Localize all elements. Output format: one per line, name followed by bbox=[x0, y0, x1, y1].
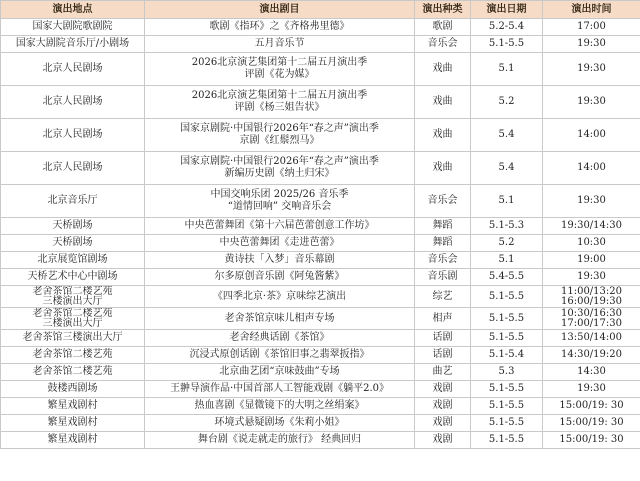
header-type: 演出种类 bbox=[415, 1, 471, 19]
program-cell: 王翀导演作品·中国首部人工智能戏剧《躺平2.0》 bbox=[145, 381, 415, 398]
type-cell: 音乐会 bbox=[415, 185, 471, 218]
date-cell: 5.1-5.5 bbox=[471, 398, 543, 415]
type-cell: 戏剧 bbox=[415, 398, 471, 415]
table-row bbox=[1, 364, 640, 381]
time-cell: 19:30 bbox=[543, 53, 640, 86]
time-cell: 17:00 bbox=[543, 19, 640, 36]
venue-cell: 天桥艺术中心中剧场 bbox=[1, 269, 145, 286]
header-venue: 演出地点 bbox=[1, 1, 145, 19]
header-program: 演出剧目 bbox=[145, 1, 415, 19]
type-cell: 音乐会 bbox=[415, 36, 471, 53]
program-cell: 2026北京演艺集团第十二届五月演出季 评剧《花为媒》 bbox=[145, 53, 415, 86]
program-cell: 尔多原创音乐剧《阿兔酱紫》 bbox=[145, 269, 415, 286]
table-row bbox=[1, 119, 640, 152]
program-cell: 国家京剧院·中国银行2026年“春之声”演出季 京剧《红鬃烈马》 bbox=[145, 119, 415, 152]
program-cell: 沉浸式原创话剧《茶馆旧事之翡翠扳指》 bbox=[145, 347, 415, 364]
program-cell: 2026北京演艺集团第十二届五月演出季 评剧《杨三姐告状》 bbox=[145, 86, 415, 119]
program-cell: 环境式悬疑剧场《朱莉小姐》 bbox=[145, 415, 415, 432]
date-cell: 5.2 bbox=[471, 86, 543, 119]
program-cell: 中国交响乐团 2025/26 音乐季 “道情回响” 交响音乐会 bbox=[145, 185, 415, 218]
date-cell: 5.4 bbox=[471, 152, 543, 185]
date-cell: 5.2 bbox=[471, 235, 543, 252]
date-cell: 5.1-5.5 bbox=[471, 432, 543, 449]
time-cell: 14:30 bbox=[543, 364, 640, 381]
table-row bbox=[1, 185, 640, 218]
date-cell: 5.1-5.5 bbox=[471, 415, 543, 432]
table-row bbox=[1, 152, 640, 185]
table-row bbox=[1, 36, 640, 53]
program-cell: 北京曲艺团“京味鼓曲”专场 bbox=[145, 364, 415, 381]
date-cell: 5.4-5.5 bbox=[471, 269, 543, 286]
table-row bbox=[1, 218, 640, 235]
date-cell: 5.1 bbox=[471, 252, 543, 269]
time-cell: 11:00/13:20 16:00/19:30 bbox=[543, 286, 640, 308]
time-cell: 19:30 bbox=[543, 381, 640, 398]
type-cell: 话剧 bbox=[415, 330, 471, 347]
table-row bbox=[1, 398, 640, 415]
venue-cell: 老舍茶馆二楼艺苑 三楼演出大厅 bbox=[1, 286, 145, 308]
venue-cell: 天桥剧场 bbox=[1, 235, 145, 252]
type-cell: 舞蹈 bbox=[415, 218, 471, 235]
table-row bbox=[1, 347, 640, 364]
time-cell: 15:00/19: 30 bbox=[543, 415, 640, 432]
date-cell: 5.1 bbox=[471, 185, 543, 218]
date-cell: 5.1 bbox=[471, 53, 543, 86]
venue-cell: 繁星戏剧村 bbox=[1, 398, 145, 415]
table-row bbox=[1, 308, 640, 330]
date-cell: 5.1-5.5 bbox=[471, 308, 543, 330]
type-cell: 戏剧 bbox=[415, 381, 471, 398]
table-row bbox=[1, 53, 640, 86]
time-cell: 10:30 bbox=[543, 235, 640, 252]
header-time: 演出时间 bbox=[543, 1, 640, 19]
program-cell: 舞台剧《说走就走的旅行》 经典回归 bbox=[145, 432, 415, 449]
time-cell: 15:00/19: 30 bbox=[543, 432, 640, 449]
program-cell: 中央芭蕾舞团《第十六届芭蕾创意工作坊》 bbox=[145, 218, 415, 235]
type-cell: 戏曲 bbox=[415, 119, 471, 152]
table-row bbox=[1, 269, 640, 286]
date-cell: 5.1-5.4 bbox=[471, 347, 543, 364]
date-cell: 5.1-5.5 bbox=[471, 381, 543, 398]
program-cell: 黄诗扶「入梦」音乐幕剧 bbox=[145, 252, 415, 269]
type-cell: 戏剧 bbox=[415, 432, 471, 449]
type-cell: 戏曲 bbox=[415, 152, 471, 185]
table-body bbox=[1, 19, 640, 449]
time-cell: 19:30 bbox=[543, 36, 640, 53]
header-row bbox=[1, 1, 640, 19]
venue-cell: 北京展览馆剧场 bbox=[1, 252, 145, 269]
type-cell: 戏曲 bbox=[415, 86, 471, 119]
venue-cell: 北京人民剧场 bbox=[1, 53, 145, 86]
program-cell: 国家京剧院·中国银行2026年“春之声”演出季 新编历史剧《纳土归宋》 bbox=[145, 152, 415, 185]
date-cell: 5.1-5.3 bbox=[471, 218, 543, 235]
time-cell: 15:00/19: 30 bbox=[543, 398, 640, 415]
program-cell: 中央芭蕾舞团《走进芭蕾》 bbox=[145, 235, 415, 252]
table-row bbox=[1, 415, 640, 432]
venue-cell: 国家大剧院音乐厅/小剧场 bbox=[1, 36, 145, 53]
venue-cell: 老舍茶馆二楼艺苑 三楼演出大厅 bbox=[1, 308, 145, 330]
header-date: 演出日期 bbox=[471, 1, 543, 19]
time-cell: 19:30 bbox=[543, 185, 640, 218]
time-cell: 14:30/19:20 bbox=[543, 347, 640, 364]
time-cell: 19:30/14:30 bbox=[543, 218, 640, 235]
type-cell: 舞蹈 bbox=[415, 235, 471, 252]
type-cell: 音乐会 bbox=[415, 252, 471, 269]
time-cell: 14:00 bbox=[543, 152, 640, 185]
type-cell: 综艺 bbox=[415, 286, 471, 308]
program-cell: 老舍经典话剧《茶馆》 bbox=[145, 330, 415, 347]
type-cell: 音乐剧 bbox=[415, 269, 471, 286]
venue-cell: 老舍茶馆二楼艺苑 bbox=[1, 347, 145, 364]
program-cell: 热血喜剧《显微镜下的大明之丝绢案》 bbox=[145, 398, 415, 415]
time-cell: 19:30 bbox=[543, 269, 640, 286]
program-cell: 歌剧《指环》之《齐格弗里德》 bbox=[145, 19, 415, 36]
time-cell: 10:30/16:30 17:00/17:30 bbox=[543, 308, 640, 330]
venue-cell: 天桥剧场 bbox=[1, 218, 145, 235]
type-cell: 戏剧 bbox=[415, 415, 471, 432]
venue-cell: 鼓楼西剧场 bbox=[1, 381, 145, 398]
venue-cell: 国家大剧院歌剧院 bbox=[1, 19, 145, 36]
table-row bbox=[1, 86, 640, 119]
type-cell: 戏曲 bbox=[415, 53, 471, 86]
date-cell: 5.3 bbox=[471, 364, 543, 381]
table-row bbox=[1, 19, 640, 36]
table-row bbox=[1, 252, 640, 269]
table-row bbox=[1, 286, 640, 308]
date-cell: 5.2-5.4 bbox=[471, 19, 543, 36]
type-cell: 话剧 bbox=[415, 347, 471, 364]
program-cell: 《四季北京·茶》京味综艺演出 bbox=[145, 286, 415, 308]
venue-cell: 老舍茶馆三楼演出大厅 bbox=[1, 330, 145, 347]
venue-cell: 北京人民剧场 bbox=[1, 119, 145, 152]
venue-cell: 北京音乐厅 bbox=[1, 185, 145, 218]
time-cell: 14:00 bbox=[543, 119, 640, 152]
venue-cell: 繁星戏剧村 bbox=[1, 432, 145, 449]
type-cell: 曲艺 bbox=[415, 364, 471, 381]
program-cell: 老舍茶馆京味儿相声专场 bbox=[145, 308, 415, 330]
venue-cell: 繁星戏剧村 bbox=[1, 415, 145, 432]
program-cell: 五月音乐节 bbox=[145, 36, 415, 53]
date-cell: 5.4 bbox=[471, 119, 543, 152]
time-cell: 19:00 bbox=[543, 252, 640, 269]
table-row bbox=[1, 330, 640, 347]
date-cell: 5.1-5.5 bbox=[471, 36, 543, 53]
venue-cell: 北京人民剧场 bbox=[1, 152, 145, 185]
venue-cell: 老舍茶馆二楼艺苑 bbox=[1, 364, 145, 381]
time-cell: 19:30 bbox=[543, 86, 640, 119]
type-cell: 歌剧 bbox=[415, 19, 471, 36]
type-cell: 相声 bbox=[415, 308, 471, 330]
date-cell: 5.1-5.5 bbox=[471, 286, 543, 308]
table-row bbox=[1, 381, 640, 398]
venue-cell: 北京人民剧场 bbox=[1, 86, 145, 119]
table-row bbox=[1, 235, 640, 252]
date-cell: 5.1-5.5 bbox=[471, 330, 543, 347]
time-cell: 13:50/14:00 bbox=[543, 330, 640, 347]
table-row bbox=[1, 432, 640, 449]
